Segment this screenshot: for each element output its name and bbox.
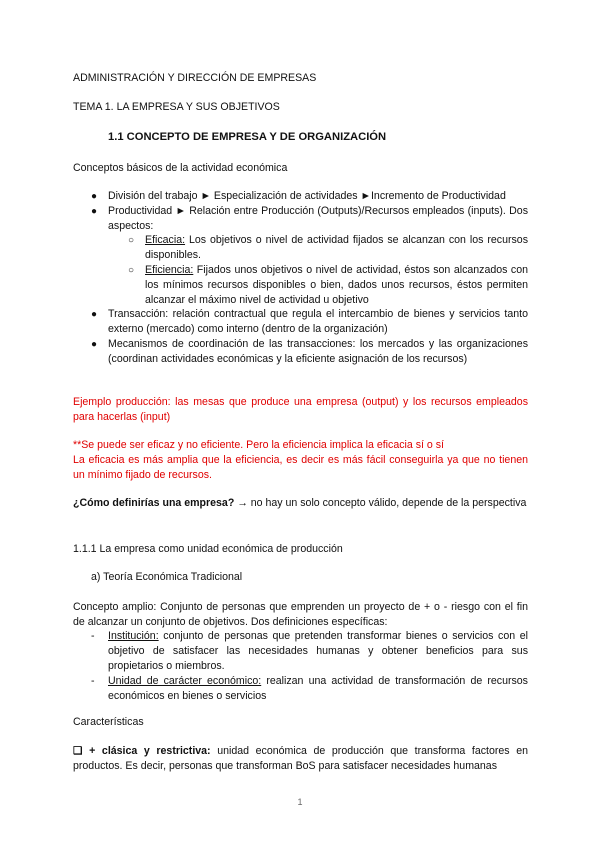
eficiencia-text: Fijados unos objetivos o nivel de actividad, éstos son alcanzados con los mínimos recursos disponibles o bien, dados unos recursos, éstos permiten alcanzar el máximo nivel de actividad u objetivo <box>145 264 528 306</box>
classic-paragraph <box>73 744 528 774</box>
bullet-productividad: Productividad ► Relación entre Producción (Outputs)/Recursos empleados (inputs). Dos aspectos: <box>108 205 528 232</box>
bullet-division-trabajo: División del trabajo ► Especialización de actividades ►Incremento de Productividad <box>108 190 506 202</box>
sub-bullet-circle: ○ <box>128 235 135 246</box>
topic-title: TEMA 1. LA EMPRESA Y SUS OBJETIVOS <box>73 101 280 113</box>
bullet-mecanismos: Mecanismos de coordinación de las transacciones: los mercados y las organizaciones (coordinan actividades económicas y la eficiente asignación de los recursos) <box>108 338 528 365</box>
bullet-dot: ● <box>91 191 98 202</box>
sub-bullet-circle: ○ <box>128 265 135 276</box>
institucion-text: conjunto de personas que pretenden transformar bienes o servicios con el objetivo de satisfacer las necesidades humanas y obtener beneficios para sus propietarios o miembros. <box>108 630 528 672</box>
characteristics-title: Características <box>73 716 144 728</box>
sub-bullet-eficiencia <box>145 263 528 308</box>
question-paragraph <box>73 496 528 511</box>
bullet-dot: ● <box>91 206 98 217</box>
classic-rest: unidad económica de producción que transforma factores en productos. Es decir, personas que transforman BoS para satisfacer necesidades humanas <box>73 745 528 772</box>
section-title: 1.1 CONCEPTO DE EMPRESA Y DE ORGANIZACIÓN <box>108 131 387 143</box>
unidad-text: realizan una actividad de transformación de recursos económicos en bienes o servicios <box>108 675 528 702</box>
broad-concept-paragraph: Concepto amplio: Conjunto de personas que emprenden un proyecto de + o - riesgo con el fin de alcanzar un conjunto de objetivos. Dos definiciones específicas: <box>73 601 528 628</box>
question-rest: → no hay un solo concepto válido, depende de la perspectiva <box>234 497 527 509</box>
definition-unidad-economica <box>108 674 528 704</box>
theory-title: a) Teoría Económica Tradicional <box>91 571 243 583</box>
dash-marker: - <box>91 675 95 687</box>
dash-marker: - <box>91 630 95 642</box>
eficacia-label: Eficacia: <box>145 234 186 246</box>
note-line-1: **Se puede ser eficaz y no eficiente. Pero la eficiencia implica la eficacia sí o sí <box>73 439 444 451</box>
page-number: 1 <box>297 797 303 807</box>
example-paragraph: Ejemplo producción: las mesas que produce una empresa (output) y los recursos empleados para hacerlas (input) <box>73 396 528 423</box>
note-line-2: La eficacia es más amplia que la eficiencia, es decir es más fácil conseguirla ya que no tienen un mínimo fijado de recursos. <box>73 454 528 481</box>
definition-institucion <box>108 629 528 674</box>
bullet-dot: ● <box>91 339 98 350</box>
eficacia-text: Los objetivos o nivel de actividad fijados se alcanzan con los recursos disponibles. <box>145 234 528 261</box>
eficiencia-label: Eficiencia: <box>145 264 194 276</box>
institucion-label: Institución: <box>108 630 159 642</box>
bullet-dot: ● <box>91 309 98 320</box>
basic-concepts-title: Conceptos básicos de la actividad económica <box>73 162 288 174</box>
unidad-label: Unidad de carácter económico: <box>108 675 262 687</box>
classic-bold: ❏ + clásica y restrictiva: <box>73 745 211 757</box>
course-title: ADMINISTRACIÓN Y DIRECCIÓN DE EMPRESAS <box>73 72 317 84</box>
bullet-transaccion: Transacción: relación contractual que regula el intercambio de bienes y servicios tanto externo (mercado) como interno (dentro de la organización) <box>108 308 528 335</box>
question-bold: ¿Cómo definirías una empresa? <box>73 497 235 509</box>
subsection-title: 1.1.1 La empresa como unidad económica de producción <box>73 543 343 555</box>
sub-bullet-eficacia <box>145 233 528 263</box>
